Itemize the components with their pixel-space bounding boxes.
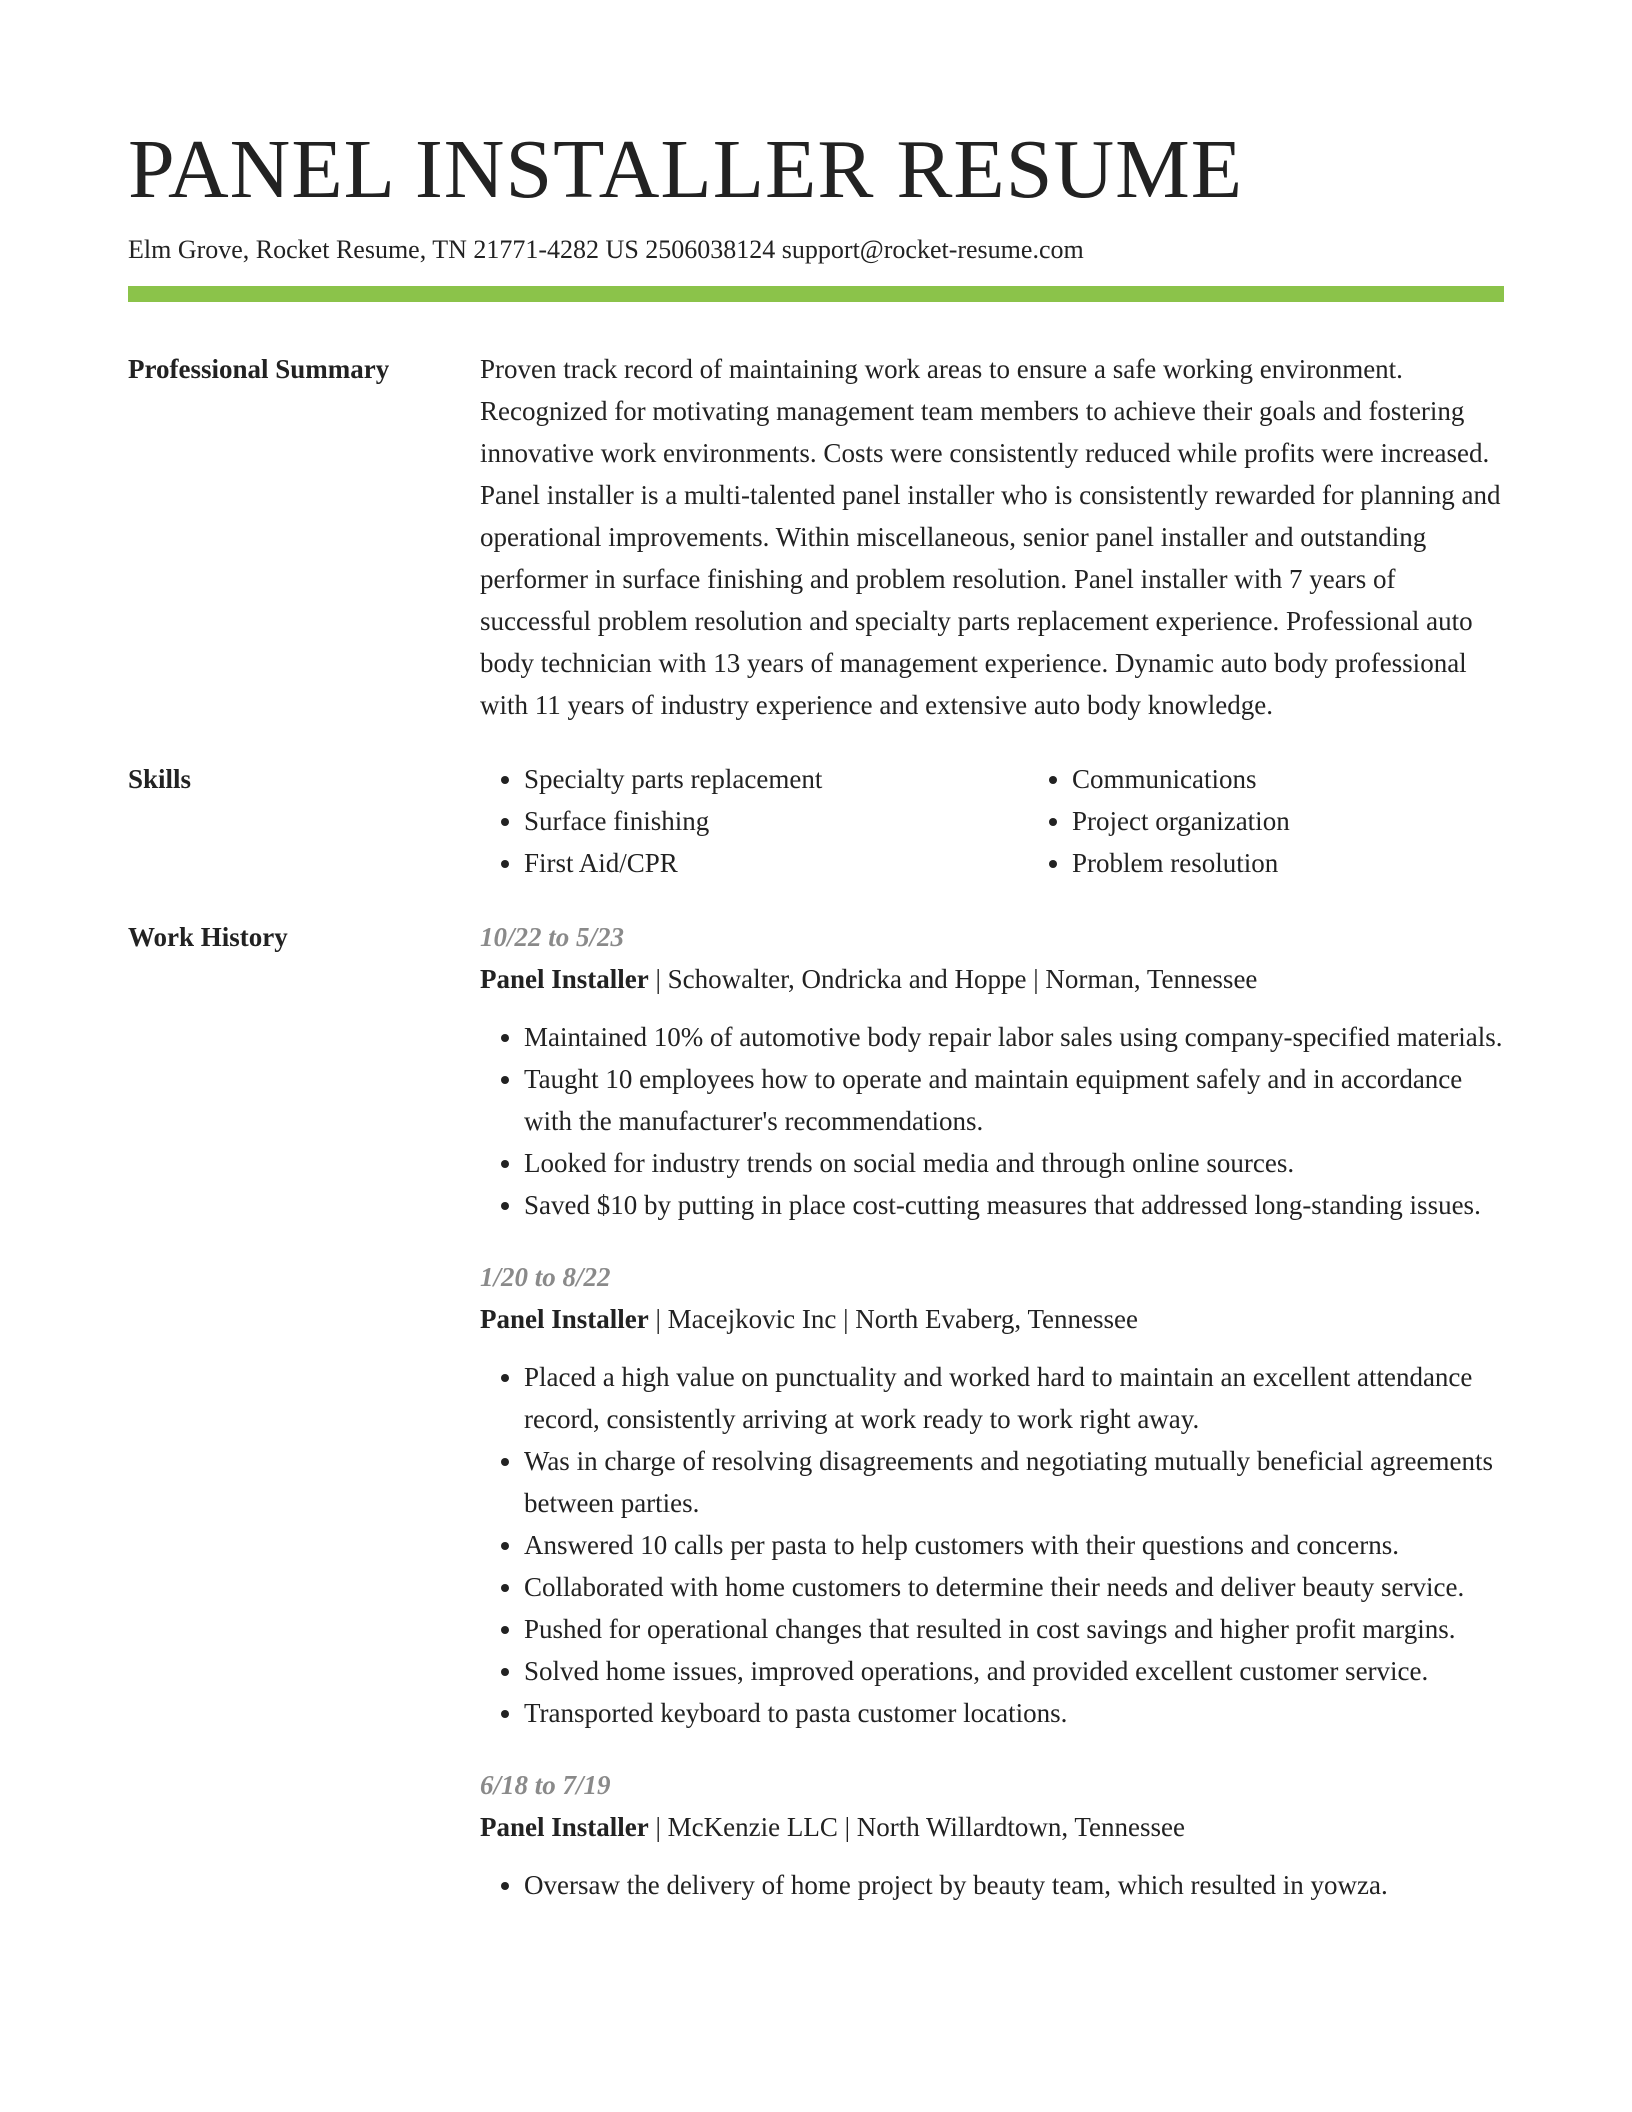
job-details: | McKenzie LLC | North Willardtown, Tennessee [648,1812,1185,1842]
skills-section [128,758,1504,884]
section-label-skills: Skills [128,764,192,794]
job-title: Panel Installer [480,964,649,994]
header-divider [128,286,1504,302]
job-bullet: • Looked for industry trends on social media and through online sources. [524,1142,1504,1184]
skill-item: • Surface finishing [524,800,1028,842]
job-header [480,1806,1504,1848]
job-bullet: • Saved $10 by putting in place cost-cutting measures that addressed long-standing issues. [524,1184,1504,1226]
job-bullets [480,1356,1504,1734]
skill-item: • First Aid/CPR [524,842,1028,884]
skill-item: • Communications [1072,758,1576,800]
job-entry [480,1764,1504,1906]
skills-list-left [480,758,1028,884]
job-bullet: • Transported keyboard to pasta customer locations. [524,1692,1504,1734]
job-bullet: • Taught 10 employees how to operate and maintain equipment safely and in accordance with the manufacturer's recommendations. [524,1058,1504,1142]
job-bullets [480,1864,1504,1906]
work-history-section [128,916,1504,1936]
job-bullet: • Oversaw the delivery of home project by beauty team, which resulted in yowza. [524,1864,1504,1906]
job-bullet: • Collaborated with home customers to determine their needs and deliver beauty service. [524,1566,1504,1608]
skill-item: • Project organization [1072,800,1576,842]
summary-text: Proven track record of maintaining work areas to ensure a safe working environment. Recognized for motivating management team members to achieve their goals and fostering innovative work environments. Costs were consistently reduced while profits were increased. Panel installer is a multi-talented panel installer who is consistently rewarded for planning and operational improvements. Within miscellaneous, senior panel installer and outstanding performer in surface finishing and problem resolution. Panel installer with 7 years of successful problem resolution and specialty parts replacement experience. Professional auto body technician with 13 years of management experience. Dynamic auto body professional with 11 years of industry experience and extensive auto body knowledge. [480,354,1501,720]
job-dates: 6/18 to 7/19 [480,1770,611,1800]
resume-page [128,120,1504,1936]
job-header [480,958,1504,1000]
section-label-summary: Professional Summary [128,354,390,384]
skill-item: • Specialty parts replacement [524,758,1028,800]
job-dates: 1/20 to 8/22 [480,1262,611,1292]
job-bullet: • Solved home issues, improved operations, and provided excellent customer service. [524,1650,1504,1692]
job-title: Panel Installer [480,1304,649,1334]
job-bullet: • Pushed for operational changes that resulted in cost savings and higher profit margins. [524,1608,1504,1650]
job-bullets [480,1016,1504,1226]
job-bullet: • Answered 10 calls per pasta to help customers with their questions and concerns. [524,1524,1504,1566]
job-bullet: • Placed a high value on punctuality and worked hard to maintain an excellent attendance record, consistently arriving at work ready to work right away. [524,1356,1504,1440]
job-dates: 10/22 to 5/23 [480,922,625,952]
skills-columns [480,758,1576,884]
job-bullet: • Maintained 10% of automotive body repair labor sales using company-specified materials. [524,1016,1504,1058]
job-details: | Schowalter, Ondricka and Hoppe | Norman, Tennessee [648,964,1258,994]
job-details: | Macejkovic Inc | North Evaberg, Tennessee [648,1304,1139,1334]
resume-title: PANEL INSTALLER RESUME [128,123,1244,216]
job-entry [480,1256,1504,1734]
section-label-work: Work History [128,922,288,952]
job-entry [480,916,1504,1226]
summary-section [128,348,1504,726]
job-bullet: • Was in charge of resolving disagreements and negotiating mutually beneficial agreements between parties. [524,1440,1504,1524]
contact-line: Elm Grove, Rocket Resume, TN 21771-4282 US 2506038124 support@rocket-resume.com [128,235,1084,264]
job-header [480,1298,1504,1340]
job-title: Panel Installer [480,1812,649,1842]
skill-item: • Problem resolution [1072,842,1576,884]
skills-list-right [1028,758,1576,884]
